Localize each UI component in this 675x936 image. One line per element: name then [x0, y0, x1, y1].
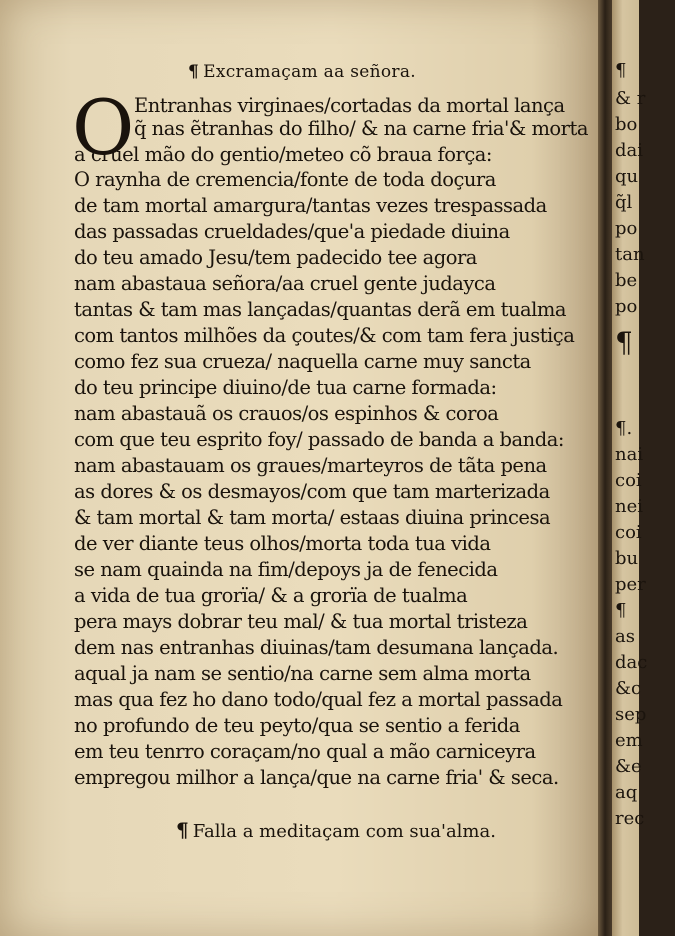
fragment: tan [615, 244, 645, 265]
fragment: nai [615, 444, 644, 465]
text-line: mas qua fez ho dano todo/qual fez a mortal passada [74, 688, 563, 711]
text-line: pera mays dobrar teu mal/ & tua mortal tristeza [74, 610, 528, 633]
text-line: O raynha de cremencia/fonte de toda doçura [74, 168, 496, 191]
text-line: do teu principe diuino/de tua carne formada: [74, 376, 497, 399]
fragment: q̃l [615, 192, 633, 213]
text-line: nam abastauam os graues/marteyros de tãta pena [74, 454, 547, 477]
text-line: das passadas crueldades/que'a piedade diuina [74, 220, 510, 243]
text-line: com tantos milhões da çoutes/& com tam fera justiça [74, 324, 575, 347]
text-line: a cruel mão do gentio/meteo cõ braua força: [74, 143, 492, 166]
section-title [0, 62, 604, 82]
fragment: per [615, 574, 646, 595]
fragment: dac [615, 652, 648, 673]
fragment: rec [615, 808, 645, 829]
text-line: de tam mortal amargura/tantas vezes trespassada [74, 194, 547, 217]
fragment: bu [615, 548, 639, 569]
fragment: po [615, 296, 638, 317]
fragment: dai [615, 140, 644, 161]
fragment: & r [615, 88, 646, 109]
fragment: aq [615, 782, 638, 803]
fragment: po [615, 218, 638, 239]
fragment: sep [615, 704, 647, 725]
text-line: de ver diante teus olhos/morta toda tua vida [74, 532, 491, 555]
text-line: & tam mortal & tam morta/ estaas diuina princesa [74, 506, 551, 529]
fragment: ¶ [615, 600, 627, 621]
text-line: como fez sua crueza/ naquella carne muy sancta [74, 350, 531, 373]
pilcrow-mark: ¶ [188, 62, 200, 82]
text-line: a vida de tua grorïa/ & a grorïa de tualma [74, 584, 468, 607]
fragment: &c [615, 678, 642, 699]
drop-cap: O [72, 83, 135, 172]
text-line: tantas & tam mas lançadas/quantas derã em tualma [74, 298, 567, 321]
fragment: &e [615, 756, 642, 777]
fragment: as [615, 626, 635, 647]
text-line: no profundo de teu peyto/qua se sentio a ferida [74, 714, 520, 737]
text-line: em teu tenrro coraçam/no qual a mão carniceyra [74, 740, 536, 763]
fragment: nei [615, 496, 644, 517]
fragment: em [615, 730, 643, 751]
text-line: com que teu esprito foy/ passado de banda a banda: [74, 428, 564, 451]
fragment: coi [615, 522, 642, 543]
text-line: Entranhas virginaes/cortadas da mortal lança [134, 94, 565, 117]
text-line: aqual ja nam se sentio/na carne sem alma morta [74, 662, 531, 685]
book-page-right-edge [612, 0, 648, 936]
text-line: empregou milhor a lança/que na carne fria' & seca. [74, 766, 559, 789]
book-gutter [598, 0, 612, 936]
fragment: ¶ [615, 326, 633, 359]
fragment: ¶ [615, 60, 627, 81]
text-line: nam abastauã os crauos/os espinhos & coroa [74, 402, 499, 425]
text-line: dem nas entranhas diuinas/tam desumana lançada. [74, 636, 559, 659]
text-line: se nam quainda na fim/depoys ja de fenecida [74, 558, 498, 581]
fragment: qu [615, 166, 639, 187]
fragment: coi [615, 470, 642, 491]
fragment: ¶. [615, 418, 633, 439]
closing-heading [176, 818, 496, 842]
text-line: nam abastaua señora/aa cruel gente judayca [74, 272, 496, 295]
text-line: as dores & os desmayos/com que tam marterizada [74, 480, 550, 503]
closing-text: Falla a meditaçam com sua'alma. [192, 821, 496, 842]
text-line: do teu amado Jesu/tem padecido tee agora [74, 246, 477, 269]
title-text: Excramaçam aa señora. [203, 62, 416, 82]
text-line: q̃ nas ẽtranhas do filho/ & na carne fria'& morta [134, 117, 588, 140]
fragment: bo [615, 114, 638, 135]
pilcrow-mark: ¶ [176, 818, 189, 842]
fragment: be [615, 270, 638, 291]
